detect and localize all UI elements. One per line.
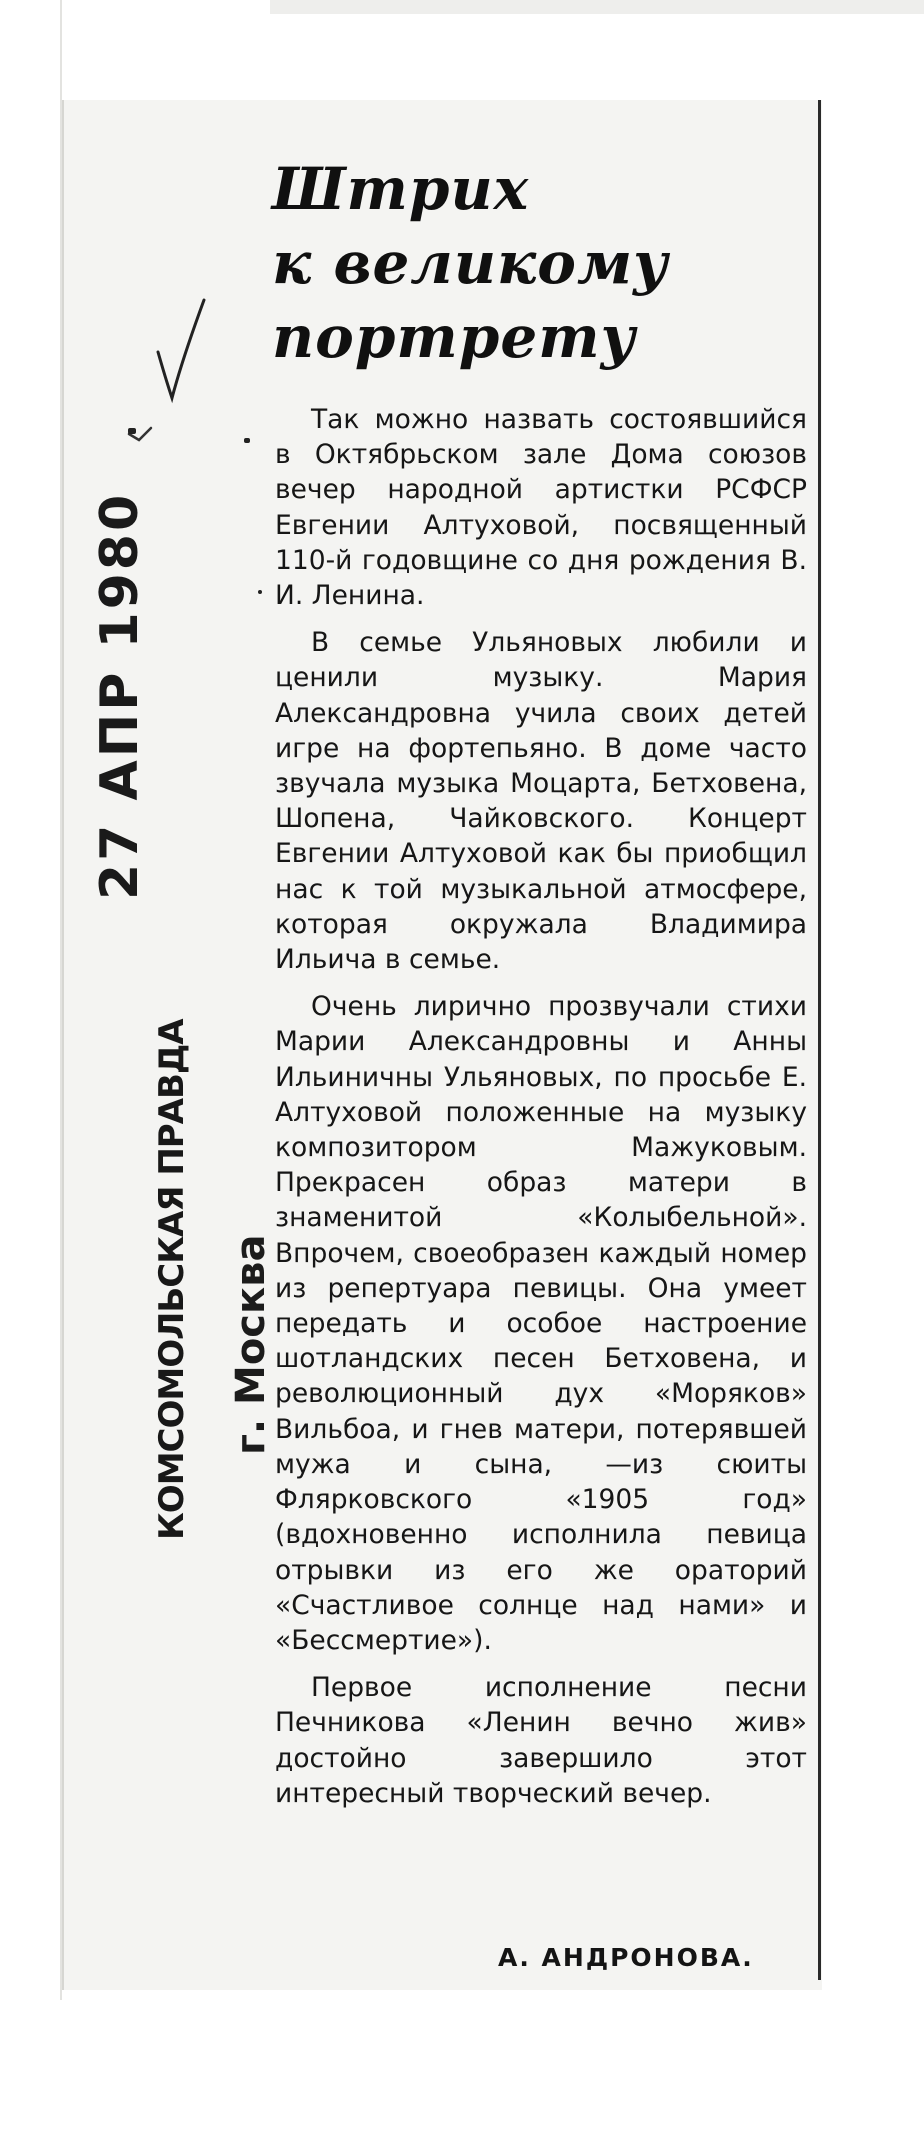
pencil-tick-icon xyxy=(125,420,155,450)
headline-line-2: к великому xyxy=(272,229,669,297)
paragraph-2: В семье Ульяновых любили и ценили музыку. Мария Александровна учила своих детей игре на фортепьяно. В доме часто звучала музыка Моцарта, Бетховена, Шопена, Чайковского. Концерт Евгении Алтуховой как бы приобщил нас к той музыкальной атмосфере, которая окружала Владимира Ильича в семье. xyxy=(275,627,807,976)
city-stamp: г. Москва xyxy=(228,1234,274,1455)
article-headline xyxy=(272,152,792,374)
paragraph-4: Первое исполнение песни Печникова «Ленин вечно жив» достойно завершило этот интересный творческий вечер. xyxy=(275,1672,807,1809)
scan-top-strip xyxy=(270,0,924,14)
date-stamp: 27 АПР 1980 xyxy=(90,491,150,900)
clipping-right-edge xyxy=(818,100,821,1980)
headline-line-3: портрету xyxy=(272,303,637,371)
ink-speck xyxy=(128,428,136,434)
paragraph-3: Очень лирично прозвучали стихи Марии Александровны и Анны Ильиничны Ульяновых, по просьбе Е. Алтуховой положенные на музыку композитором Мажуковым. Прекрасен образ матери в знаменитой «Колыбельной». Впрочем, своеобразен каждый номер из репертуара певицы. Она умеет передать и особое настроение шотландских песен Бетховена, и революционный дух «Моряков» Вильбоа, и гнев матери, потерявшей мужа и сына, —из сюиты Флярковского «1905 год» (вдохновенно исполнила певица отрывки из его же ораторий «Счастливое солнце над нами» и «Бессмертие»). xyxy=(275,991,807,1656)
ink-speck xyxy=(258,590,262,594)
ink-speck xyxy=(244,438,250,443)
newspaper-stamp: КОМСОМОЛЬСКАЯ ПРАВДА xyxy=(152,1019,192,1540)
article-body xyxy=(275,402,807,1823)
headline-line-1: Штрих xyxy=(272,155,530,223)
paragraph-1: Так можно назвать состоявшийся в Октябрьском зале Дома союзов вечер народной артистки РСФСР Евгении Алтуховой, посвященный 110-й годовщине со дня рождения В. И. Ленина. xyxy=(275,404,807,612)
author-signature: А. АНДРОНОВА. xyxy=(498,1943,754,1972)
handwritten-check-mark-icon xyxy=(152,290,212,410)
